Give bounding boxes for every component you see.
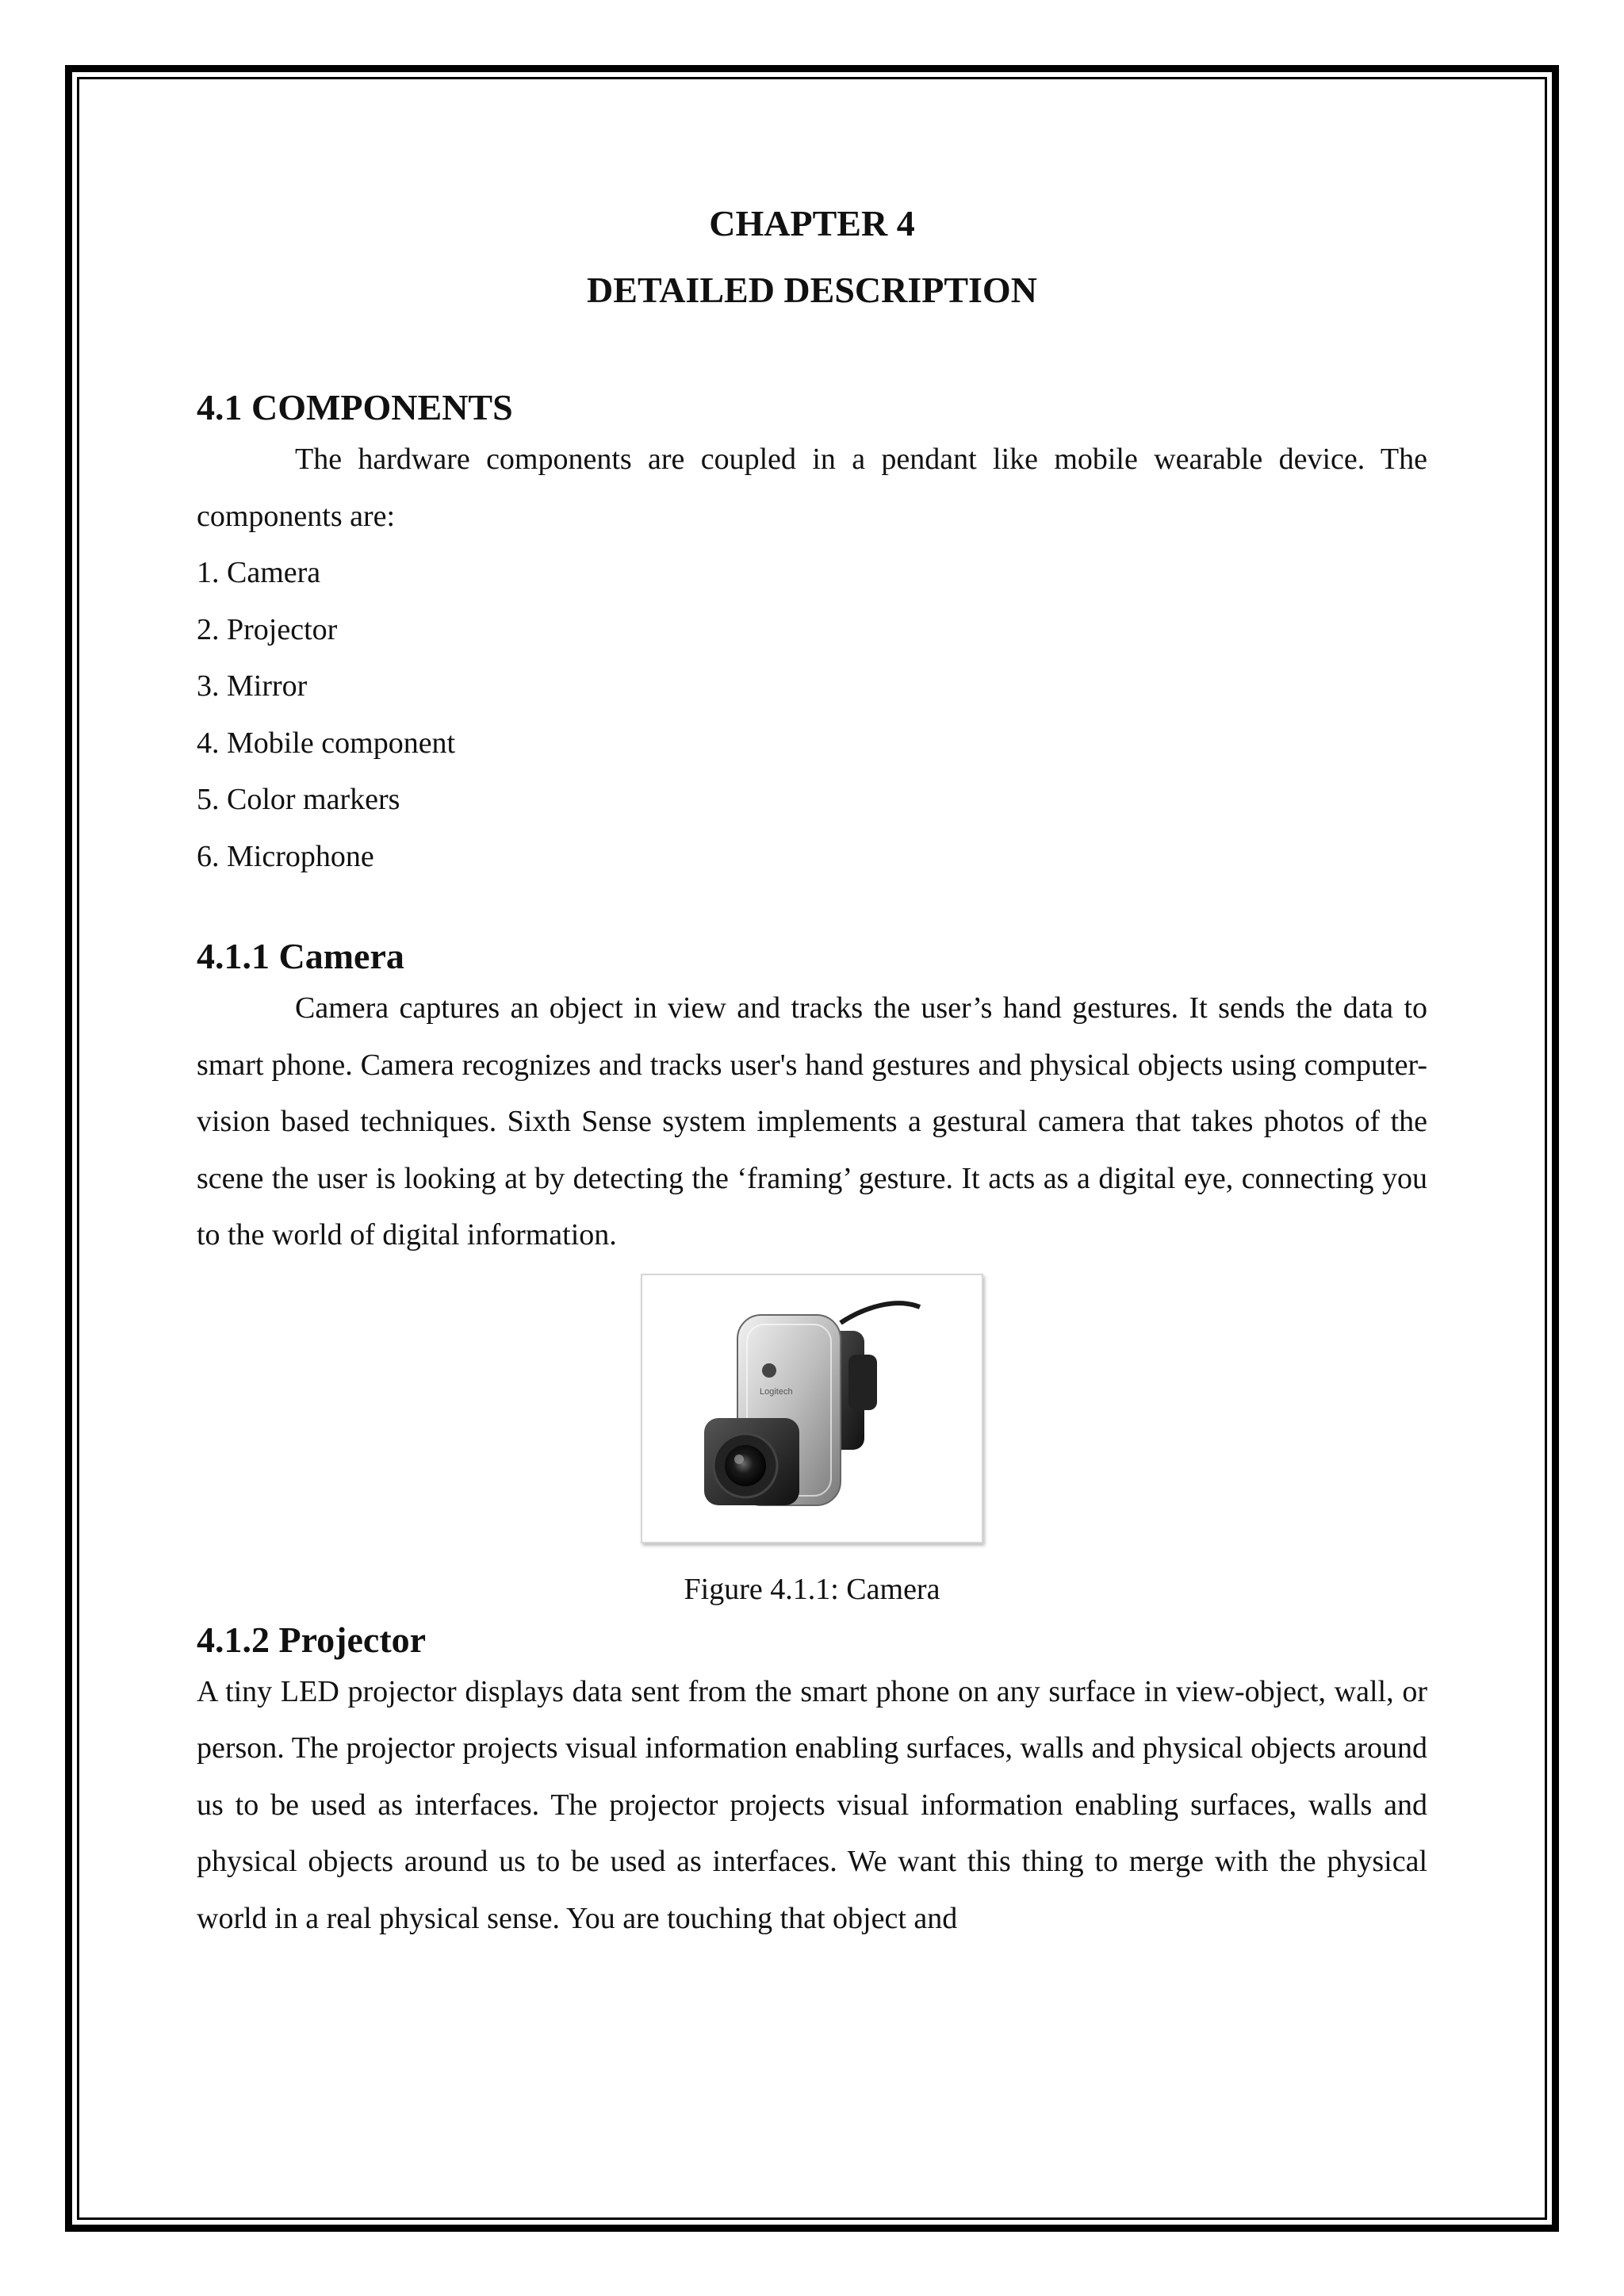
section-4-1-2-heading: 4.1.2 Projector: [197, 1619, 427, 1660]
list-item: 4. Mobile component: [197, 726, 456, 760]
section-4-1-heading: 4.1 COMPONENTS: [197, 387, 513, 427]
section-4-1-1-body: Camera captures an object in view and tracks the user’s hand gestures. It sends the data to smart phone. Camera recognizes and tracks user's hand gestures and physical objects using computer-vision based techniques. Sixth Sense system implements a gestural camera that takes photos of the scene the user is looking at by detecting the ‘framing’ gesture. It acts as a digital eye, connecting you to the world of digital information.: [197, 991, 1427, 1251]
page-content: [197, 190, 1427, 1947]
list-item: 5. Color markers: [197, 783, 400, 816]
webcam-image: [642, 1275, 982, 1542]
list-item: 3. Mirror: [197, 669, 308, 703]
section-4-1-1-heading: 4.1.1 Camera: [197, 936, 404, 976]
list-item: 2. Projector: [197, 612, 338, 646]
section-4-1-2-body: A tiny LED projector displays data sent from the smart phone on any surface in view-object, wall, or person. The projector projects visual information enabling surfaces, walls and physical objects around us to be used as interfaces. The projector projects visual information enabling surfaces, walls and physical objects around us to be used as interfaces. We want this thing to merge with the physical world in a real physical sense. You are touching that object and: [197, 1674, 1427, 1935]
camera-figure: [641, 1274, 983, 1543]
logo-text: Logitech: [760, 1386, 793, 1397]
chapter-number: CHAPTER 4: [709, 203, 915, 243]
section-4-1-intro: The hardware components are coupled in a pendant like mobile wearable device. The components are:: [197, 443, 1427, 533]
components-list: [197, 545, 1427, 885]
chapter-title: DETAILED DESCRIPTION: [587, 270, 1037, 310]
list-item: 6. Microphone: [197, 839, 374, 873]
list-item: 1. Camera: [197, 556, 321, 589]
figure-caption: Figure 4.1.1: Camera: [684, 1572, 940, 1606]
